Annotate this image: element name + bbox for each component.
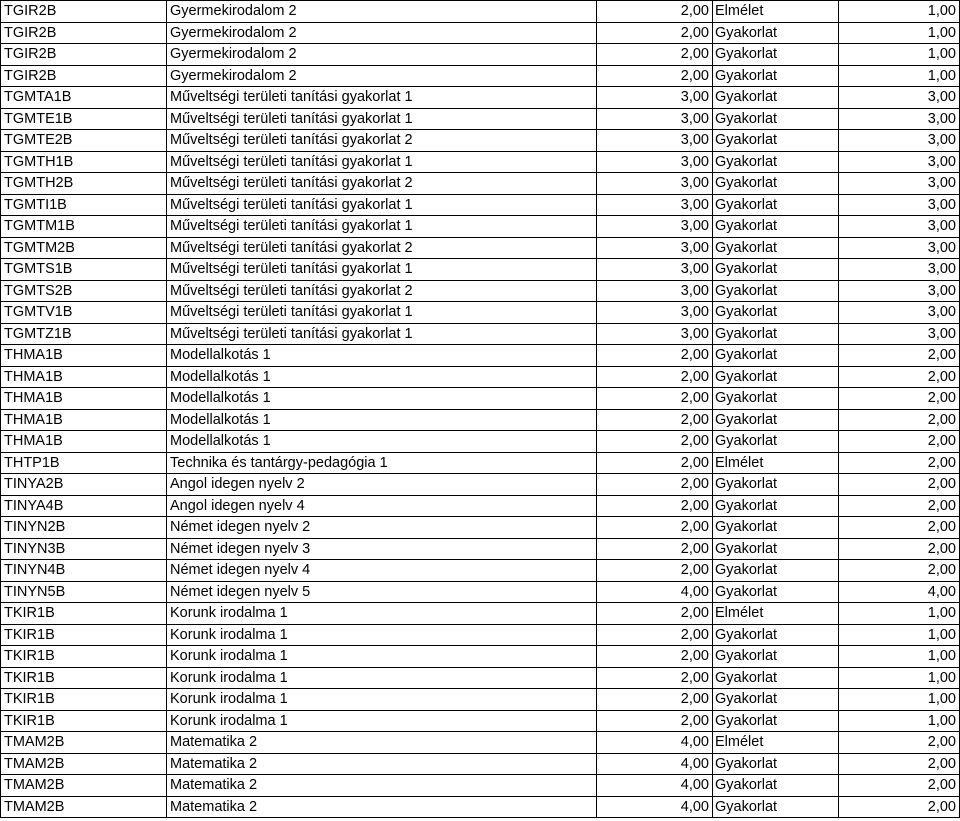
class-type-cell: Gyakorlat <box>713 581 839 603</box>
class-type-cell: Gyakorlat <box>713 108 839 130</box>
course-code-cell: THMA1B <box>1 409 167 431</box>
course-name-cell: Műveltségi területi tanítási gyakorlat 1 <box>167 216 597 238</box>
credit-cell: 2,00 <box>597 388 713 410</box>
value-cell: 3,00 <box>839 194 960 216</box>
course-name-cell: Korunk irodalma 1 <box>167 646 597 668</box>
course-code-cell: TKIR1B <box>1 624 167 646</box>
credit-cell: 2,00 <box>597 689 713 711</box>
course-code-cell: TGIR2B <box>1 1 167 23</box>
table-row <box>1 130 960 152</box>
course-name-cell: Korunk irodalma 1 <box>167 710 597 732</box>
value-cell: 3,00 <box>839 151 960 173</box>
course-name-cell: Gyermekirodalom 2 <box>167 65 597 87</box>
credit-cell: 2,00 <box>597 431 713 453</box>
course-name-cell: Gyermekirodalom 2 <box>167 22 597 44</box>
class-type-cell: Gyakorlat <box>713 753 839 775</box>
class-type-cell: Gyakorlat <box>713 689 839 711</box>
table-row <box>1 517 960 539</box>
course-code-cell: TGIR2B <box>1 22 167 44</box>
course-code-cell: TGMTE1B <box>1 108 167 130</box>
class-type-cell: Gyakorlat <box>713 44 839 66</box>
course-name-cell: Modellalkotás 1 <box>167 388 597 410</box>
value-cell: 2,00 <box>839 474 960 496</box>
credit-cell: 3,00 <box>597 151 713 173</box>
value-cell: 3,00 <box>839 173 960 195</box>
value-cell: 3,00 <box>839 87 960 109</box>
table-row <box>1 796 960 818</box>
table-row <box>1 345 960 367</box>
value-cell: 3,00 <box>839 259 960 281</box>
credit-cell: 2,00 <box>597 710 713 732</box>
class-type-cell: Gyakorlat <box>713 775 839 797</box>
course-code-cell: TMAM2B <box>1 732 167 754</box>
table-row <box>1 108 960 130</box>
class-type-cell: Gyakorlat <box>713 151 839 173</box>
course-code-cell: TINYA4B <box>1 495 167 517</box>
class-type-cell: Elmélet <box>713 732 839 754</box>
class-type-cell: Gyakorlat <box>713 173 839 195</box>
value-cell: 1,00 <box>839 65 960 87</box>
table-row <box>1 280 960 302</box>
table-row <box>1 1 960 23</box>
value-cell: 3,00 <box>839 108 960 130</box>
value-cell: 1,00 <box>839 22 960 44</box>
credit-cell: 3,00 <box>597 302 713 324</box>
course-code-cell: TINYA2B <box>1 474 167 496</box>
class-type-cell: Gyakorlat <box>713 710 839 732</box>
value-cell: 2,00 <box>839 753 960 775</box>
course-name-cell: Technika és tantárgy-pedagógia 1 <box>167 452 597 474</box>
course-code-cell: TGMTA1B <box>1 87 167 109</box>
class-type-cell: Gyakorlat <box>713 130 839 152</box>
credit-cell: 3,00 <box>597 259 713 281</box>
course-name-cell: Modellalkotás 1 <box>167 409 597 431</box>
credit-cell: 4,00 <box>597 732 713 754</box>
course-name-cell: Korunk irodalma 1 <box>167 624 597 646</box>
course-code-cell: TMAM2B <box>1 796 167 818</box>
course-name-cell: Műveltségi területi tanítási gyakorlat 2 <box>167 173 597 195</box>
value-cell: 1,00 <box>839 689 960 711</box>
credit-cell: 2,00 <box>597 366 713 388</box>
credit-cell: 3,00 <box>597 280 713 302</box>
credit-cell: 4,00 <box>597 775 713 797</box>
course-code-cell: TMAM2B <box>1 753 167 775</box>
course-code-cell: TGMTE2B <box>1 130 167 152</box>
course-code-cell: THTP1B <box>1 452 167 474</box>
table-row <box>1 194 960 216</box>
course-name-cell: Műveltségi területi tanítási gyakorlat 1 <box>167 108 597 130</box>
table-row <box>1 667 960 689</box>
course-code-cell: TKIR1B <box>1 667 167 689</box>
table-row <box>1 581 960 603</box>
class-type-cell: Gyakorlat <box>713 796 839 818</box>
table-row <box>1 646 960 668</box>
value-cell: 3,00 <box>839 130 960 152</box>
course-name-cell: Műveltségi területi tanítási gyakorlat 2 <box>167 237 597 259</box>
course-name-cell: Műveltségi területi tanítási gyakorlat 1 <box>167 87 597 109</box>
credit-cell: 2,00 <box>597 603 713 625</box>
course-name-cell: Német idegen nyelv 5 <box>167 581 597 603</box>
course-name-cell: Matematika 2 <box>167 796 597 818</box>
value-cell: 2,00 <box>839 388 960 410</box>
value-cell: 3,00 <box>839 323 960 345</box>
course-code-cell: TINYN2B <box>1 517 167 539</box>
course-name-cell: Matematika 2 <box>167 753 597 775</box>
class-type-cell: Gyakorlat <box>713 302 839 324</box>
class-type-cell: Elmélet <box>713 603 839 625</box>
table-row <box>1 237 960 259</box>
course-name-cell: Korunk irodalma 1 <box>167 603 597 625</box>
class-type-cell: Gyakorlat <box>713 259 839 281</box>
course-code-cell: THMA1B <box>1 388 167 410</box>
course-code-cell: TGIR2B <box>1 65 167 87</box>
class-type-cell: Gyakorlat <box>713 474 839 496</box>
class-type-cell: Gyakorlat <box>713 560 839 582</box>
value-cell: 3,00 <box>839 237 960 259</box>
class-type-cell: Gyakorlat <box>713 495 839 517</box>
value-cell: 2,00 <box>839 732 960 754</box>
credit-cell: 3,00 <box>597 87 713 109</box>
course-name-cell: Modellalkotás 1 <box>167 431 597 453</box>
course-name-cell: Műveltségi területi tanítási gyakorlat 2 <box>167 130 597 152</box>
table-row <box>1 538 960 560</box>
course-code-cell: TGMTS1B <box>1 259 167 281</box>
class-type-cell: Gyakorlat <box>713 646 839 668</box>
value-cell: 2,00 <box>839 517 960 539</box>
table-row <box>1 431 960 453</box>
class-type-cell: Gyakorlat <box>713 194 839 216</box>
class-type-cell: Gyakorlat <box>713 216 839 238</box>
credit-cell: 2,00 <box>597 65 713 87</box>
credit-cell: 2,00 <box>597 495 713 517</box>
course-name-cell: Műveltségi területi tanítási gyakorlat 1 <box>167 194 597 216</box>
value-cell: 2,00 <box>839 538 960 560</box>
course-name-cell: Műveltségi területi tanítási gyakorlat 1 <box>167 323 597 345</box>
table-row <box>1 87 960 109</box>
class-type-cell: Gyakorlat <box>713 87 839 109</box>
credit-cell: 3,00 <box>597 237 713 259</box>
class-type-cell: Elmélet <box>713 1 839 23</box>
value-cell: 1,00 <box>839 1 960 23</box>
course-name-cell: Német idegen nyelv 4 <box>167 560 597 582</box>
credit-cell: 4,00 <box>597 581 713 603</box>
class-type-cell: Gyakorlat <box>713 345 839 367</box>
course-name-cell: Műveltségi területi tanítási gyakorlat 2 <box>167 280 597 302</box>
table-row <box>1 474 960 496</box>
credit-cell: 2,00 <box>597 22 713 44</box>
class-type-cell: Gyakorlat <box>713 22 839 44</box>
value-cell: 2,00 <box>839 775 960 797</box>
credit-cell: 3,00 <box>597 216 713 238</box>
table-row <box>1 603 960 625</box>
credit-cell: 2,00 <box>597 44 713 66</box>
course-code-cell: TGMTH2B <box>1 173 167 195</box>
table-row <box>1 624 960 646</box>
credit-cell: 2,00 <box>597 474 713 496</box>
credit-cell: 4,00 <box>597 796 713 818</box>
course-code-cell: TKIR1B <box>1 603 167 625</box>
class-type-cell: Gyakorlat <box>713 667 839 689</box>
course-code-cell: TINYN5B <box>1 581 167 603</box>
table-row <box>1 689 960 711</box>
course-name-cell: Korunk irodalma 1 <box>167 689 597 711</box>
value-cell: 2,00 <box>839 431 960 453</box>
table-row <box>1 259 960 281</box>
course-code-cell: THMA1B <box>1 366 167 388</box>
value-cell: 2,00 <box>839 366 960 388</box>
value-cell: 1,00 <box>839 44 960 66</box>
value-cell: 3,00 <box>839 216 960 238</box>
course-name-cell: Műveltségi területi tanítási gyakorlat 1 <box>167 151 597 173</box>
table-row <box>1 323 960 345</box>
course-name-cell: Angol idegen nyelv 4 <box>167 495 597 517</box>
course-name-cell: Angol idegen nyelv 2 <box>167 474 597 496</box>
credit-cell: 3,00 <box>597 194 713 216</box>
table-row <box>1 302 960 324</box>
course-code-cell: THMA1B <box>1 345 167 367</box>
value-cell: 2,00 <box>839 452 960 474</box>
value-cell: 3,00 <box>839 280 960 302</box>
class-type-cell: Gyakorlat <box>713 237 839 259</box>
course-name-cell: Műveltségi területi tanítási gyakorlat 1 <box>167 302 597 324</box>
course-code-cell: TGIR2B <box>1 44 167 66</box>
credit-cell: 2,00 <box>597 646 713 668</box>
course-name-cell: Gyermekirodalom 2 <box>167 1 597 23</box>
credit-cell: 2,00 <box>597 1 713 23</box>
value-cell: 1,00 <box>839 624 960 646</box>
class-type-cell: Gyakorlat <box>713 409 839 431</box>
credit-cell: 4,00 <box>597 753 713 775</box>
course-code-cell: TGMTS2B <box>1 280 167 302</box>
table-row <box>1 409 960 431</box>
credit-cell: 3,00 <box>597 108 713 130</box>
value-cell: 2,00 <box>839 560 960 582</box>
credit-cell: 2,00 <box>597 517 713 539</box>
credit-cell: 2,00 <box>597 452 713 474</box>
credit-cell: 2,00 <box>597 409 713 431</box>
value-cell: 2,00 <box>839 409 960 431</box>
value-cell: 2,00 <box>839 495 960 517</box>
course-code-cell: TINYN4B <box>1 560 167 582</box>
table-row <box>1 710 960 732</box>
credit-cell: 2,00 <box>597 560 713 582</box>
course-code-cell: TGMTM2B <box>1 237 167 259</box>
class-type-cell: Gyakorlat <box>713 624 839 646</box>
table-row <box>1 65 960 87</box>
table-row <box>1 753 960 775</box>
class-type-cell: Gyakorlat <box>713 323 839 345</box>
credit-cell: 3,00 <box>597 323 713 345</box>
class-type-cell: Gyakorlat <box>713 517 839 539</box>
table-row <box>1 495 960 517</box>
course-name-cell: Műveltségi területi tanítási gyakorlat 1 <box>167 259 597 281</box>
course-name-cell: Modellalkotás 1 <box>167 345 597 367</box>
course-code-cell: TMAM2B <box>1 775 167 797</box>
course-name-cell: Korunk irodalma 1 <box>167 667 597 689</box>
value-cell: 3,00 <box>839 302 960 324</box>
table-row <box>1 151 960 173</box>
value-cell: 2,00 <box>839 796 960 818</box>
class-type-cell: Gyakorlat <box>713 388 839 410</box>
course-name-cell: Német idegen nyelv 3 <box>167 538 597 560</box>
course-name-cell: Modellalkotás 1 <box>167 366 597 388</box>
course-table-body <box>1 1 960 818</box>
course-name-cell: Német idegen nyelv 2 <box>167 517 597 539</box>
value-cell: 1,00 <box>839 667 960 689</box>
class-type-cell: Gyakorlat <box>713 538 839 560</box>
course-code-cell: TKIR1B <box>1 689 167 711</box>
course-name-cell: Matematika 2 <box>167 732 597 754</box>
credit-cell: 2,00 <box>597 624 713 646</box>
credit-cell: 2,00 <box>597 538 713 560</box>
course-name-cell: Gyermekirodalom 2 <box>167 44 597 66</box>
table-row <box>1 22 960 44</box>
course-code-cell: TGMTH1B <box>1 151 167 173</box>
table-row <box>1 775 960 797</box>
class-type-cell: Gyakorlat <box>713 280 839 302</box>
class-type-cell: Gyakorlat <box>713 65 839 87</box>
credit-cell: 2,00 <box>597 345 713 367</box>
course-name-cell: Matematika 2 <box>167 775 597 797</box>
value-cell: 1,00 <box>839 646 960 668</box>
table-row <box>1 452 960 474</box>
value-cell: 1,00 <box>839 710 960 732</box>
course-code-cell: TGMTM1B <box>1 216 167 238</box>
course-code-cell: TGMTZ1B <box>1 323 167 345</box>
value-cell: 1,00 <box>839 603 960 625</box>
credit-cell: 2,00 <box>597 667 713 689</box>
course-code-cell: TKIR1B <box>1 710 167 732</box>
course-code-cell: THMA1B <box>1 431 167 453</box>
course-code-cell: TKIR1B <box>1 646 167 668</box>
table-row <box>1 732 960 754</box>
course-code-cell: TGMTI1B <box>1 194 167 216</box>
class-type-cell: Gyakorlat <box>713 366 839 388</box>
table-row <box>1 366 960 388</box>
table-row <box>1 388 960 410</box>
table-row <box>1 44 960 66</box>
value-cell: 4,00 <box>839 581 960 603</box>
value-cell: 2,00 <box>839 345 960 367</box>
table-row <box>1 173 960 195</box>
course-code-cell: TINYN3B <box>1 538 167 560</box>
course-code-cell: TGMTV1B <box>1 302 167 324</box>
class-type-cell: Elmélet <box>713 452 839 474</box>
table-row <box>1 216 960 238</box>
credit-cell: 3,00 <box>597 130 713 152</box>
table-row <box>1 560 960 582</box>
credit-cell: 3,00 <box>597 173 713 195</box>
class-type-cell: Gyakorlat <box>713 431 839 453</box>
